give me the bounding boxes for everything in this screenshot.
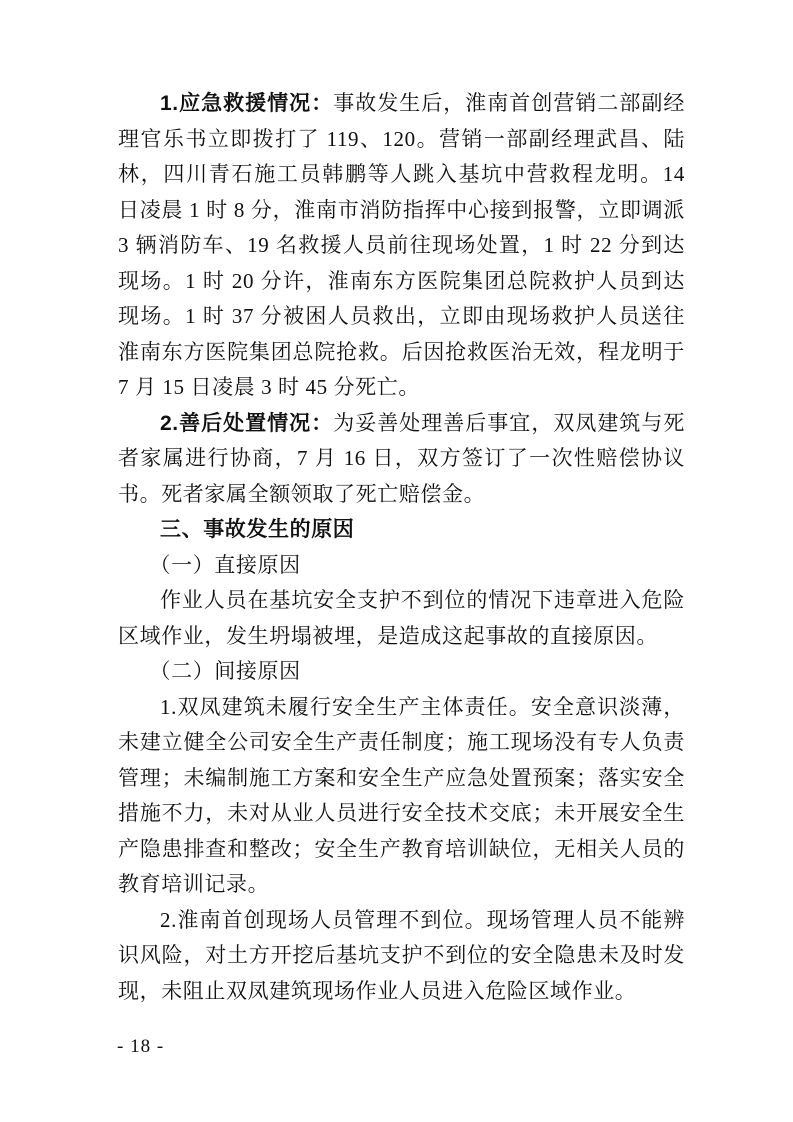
page-number: - 18 - [117, 1036, 165, 1057]
paragraph-indirect-cause-2: 2.淮南首创现场人员管理不到位。现场管理人员不能辨识风险，对土方开挖后基坑支护不到位的安全隐患未及时发现，未阻止双凤建筑现场作业人员进入危险区域作业。 [118, 907, 685, 1003]
paragraph-emergency-response [118, 86, 685, 406]
subsection-heading-direct-cause: （一）直接原因 [149, 552, 301, 577]
section-heading-accident-causes: 三、事故发生的原因 [160, 518, 355, 541]
paragraph-aftermath-handling [118, 406, 685, 513]
paragraph-text-emergency-response: 事故发生后，淮南首创营销二部副经理官乐书立即拨打了 119、120。营销一部副经理武昌、陆林，四川青石施工员韩鹏等人跳入基坑中营救程龙明。14 日凌晨 1 时 8 分，淮南市消防指挥中心接到报警，立即调派 3 辆消防车、19 名救援人员前往现场处置，1 时 22 分到达现场。1 时 20 分许，淮南东方医院集团总院救护人员到达现场。1 时 37 分被困人员救出，立即由现场救护人员送往淮南东方医院集团总院抢救。后因抢救医治无效，程龙明于 7 月 15 日凌晨 3 时 45 分死亡。 [118, 91, 685, 399]
paragraph-indirect-cause-1: 1.双凤建筑未履行安全生产主体责任。安全意识淡薄，未建立健全公司安全生产责任制度；施工现场没有专人负责管理；未编制施工方案和安全生产应急处置预案；落实安全措施不力，未对从业人员进行安全技术交底；未开展安全生产隐患排查和整改；安全生产教育培训缺位，无相关人员的教育培训记录。 [118, 694, 685, 896]
document-body [118, 86, 685, 1009]
paragraph-text-aftermath-handling: 为妥善处理善后事宜，双凤建筑与死者家属进行协商，7 月 16 日，双方签订了一次性赔偿协议书。死者家属全额领取了死亡赔偿金。 [118, 410, 685, 506]
paragraph-direct-cause: 作业人员在基坑安全支护不到位的情况下违章进入危险区域作业，发生坍塌被埋，是造成这起事故的直接原因。 [118, 588, 685, 648]
paragraph-lead-emergency-response: 1.应急救援情况： [160, 92, 334, 115]
paragraph-lead-aftermath-handling: 2.善后处置情况： [160, 411, 334, 435]
subsection-heading-indirect-cause: （二）间接原因 [149, 659, 301, 683]
